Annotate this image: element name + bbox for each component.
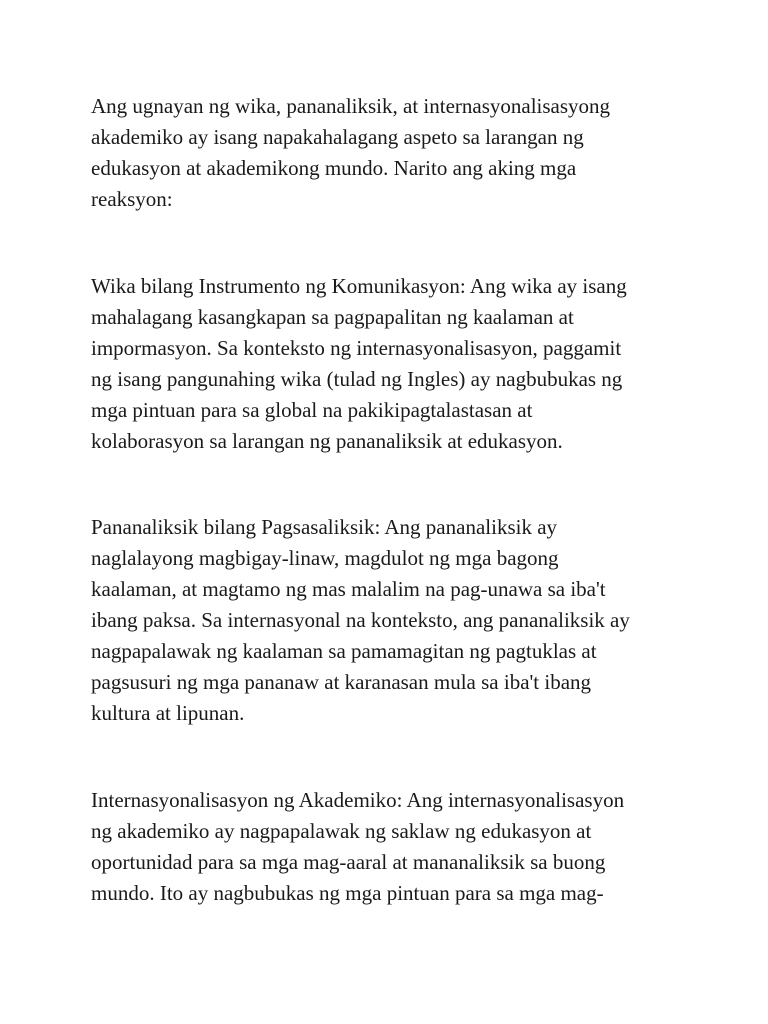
text-line: impormasyon. Sa konteksto ng internasyonalisasyon, paggamit [91, 336, 622, 360]
text-line: akademiko ay isang napakahalagang aspeto sa larangan ng [91, 125, 584, 149]
text-line: kaalaman, at magtamo ng mas malalim na pag-unawa sa iba't [91, 577, 606, 601]
wika-paragraph [91, 271, 691, 457]
text-line: nagpapalawak ng kaalaman sa pamamagitan ng pagtuklas at [91, 639, 597, 663]
text-line: mahalagang kasangkapan sa pagpapalitan ng kaalaman at [91, 305, 574, 329]
text-line: edukasyon at akademikong mundo. Narito ang aking mga [91, 156, 577, 180]
text-line: kultura at lipunan. [91, 701, 245, 725]
internasyonalisasyon-paragraph [91, 785, 691, 909]
text-line: ng akademiko ay nagpapalawak ng saklaw ng edukasyon at [91, 819, 592, 843]
pananaliksik-paragraph [91, 512, 691, 729]
text-line: kolaborasyon sa larangan ng pananaliksik at edukasyon. [91, 429, 563, 453]
text-line: Pananaliksik bilang Pagsasaliksik: Ang pananaliksik ay [91, 515, 558, 539]
text-line: Ang ugnayan ng wika, pananaliksik, at internasyonalisasyong [91, 94, 611, 118]
text-line: mundo. Ito ay nagbubukas ng mga pintuan para sa mga mag- [91, 881, 604, 905]
text-line: naglalayong magbigay-linaw, magdulot ng mga bagong [91, 546, 559, 570]
text-line: mga pintuan para sa global na pakikipagtalastasan at [91, 398, 533, 422]
text-line: Internasyonalisasyon ng Akademiko: Ang internasyonalisasyon [91, 788, 625, 812]
text-line: reaksyon: [91, 187, 173, 211]
text-line: oportunidad para sa mga mag-aaral at mananaliksik sa buong [91, 850, 606, 874]
text-line: ibang paksa. Sa internasyonal na konteksto, ang pananaliksik ay [91, 608, 630, 632]
text-line: Wika bilang Instrumento ng Komunikasyon: Ang wika ay isang [91, 274, 627, 298]
intro-paragraph [91, 91, 691, 215]
text-line: pagsusuri ng mga pananaw at karanasan mula sa iba't ibang [91, 670, 592, 694]
text-line: ng isang pangunahing wika (tulad ng Ingles) ay nagbubukas ng [91, 367, 623, 391]
